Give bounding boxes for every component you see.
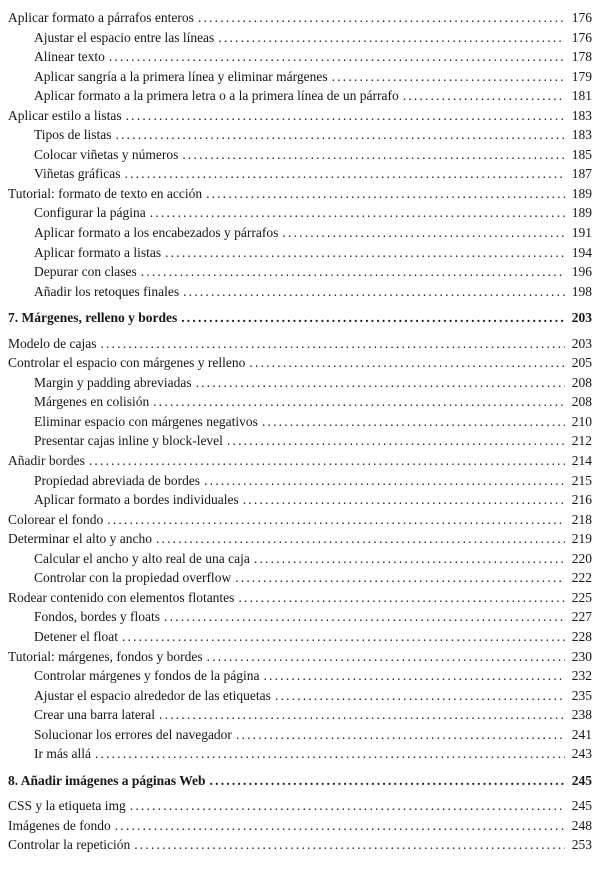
toc-entry-page: 219	[571, 531, 592, 547]
dot-leader	[198, 8, 565, 28]
toc-entry	[8, 86, 592, 106]
toc-entry-title: Eliminar espacio con márgenes negativos	[34, 413, 258, 429]
toc-entry-title: CSS y la etiqueta img	[8, 798, 126, 814]
toc-entry-page: 215	[571, 472, 592, 488]
dot-leader	[165, 243, 565, 263]
toc-entry-page: 243	[571, 746, 592, 762]
dot-leader	[204, 471, 565, 491]
toc-entry-page: 220	[571, 550, 592, 566]
toc-entry-page: 185	[571, 146, 592, 162]
toc-entry-page: 196	[571, 264, 592, 280]
toc-entry	[8, 510, 592, 530]
dot-leader	[156, 529, 565, 549]
toc-entry-page: 181	[571, 88, 592, 104]
toc-entry-page: 253	[571, 837, 592, 853]
dot-leader	[95, 744, 565, 764]
toc-entry-title: Colorear el fondo	[8, 511, 104, 527]
toc-entry	[8, 607, 592, 627]
toc-entry-page: 210	[571, 413, 592, 429]
toc-entry	[8, 145, 592, 165]
toc-entry-title: Imágenes de fondo	[8, 817, 111, 833]
toc-entry-page: 245	[571, 798, 592, 814]
toc-entry-title: Tipos de listas	[34, 127, 112, 143]
toc-entry-page: 228	[571, 628, 592, 644]
toc-entry	[8, 490, 592, 510]
dot-leader	[150, 203, 565, 223]
toc-entry	[8, 471, 592, 491]
toc-entry-page: 230	[571, 648, 592, 664]
toc-entry-page: 241	[571, 726, 592, 742]
toc-entry	[8, 529, 592, 549]
toc-entry-page: 178	[571, 49, 592, 65]
toc-entry-title: Aplicar formato a la primera letra o a la primera línea de un párrafo	[34, 88, 399, 104]
dot-leader	[125, 164, 565, 184]
toc-entry-page: 176	[571, 10, 592, 25]
toc-entry-title: Aplicar formato a los encabezados y párrafos	[34, 225, 279, 241]
toc-entry-title: Controlar el espacio con márgenes y relleno	[8, 355, 246, 371]
toc-entry-title: Fondos, bordes y floats	[34, 609, 160, 625]
toc-entry	[8, 796, 592, 816]
toc-entry	[8, 203, 592, 223]
toc-entry-title: Controlar márgenes y fondos de la página	[34, 668, 260, 684]
toc-entry-title: Aplicar estilo a listas	[8, 107, 122, 123]
toc-entry-page: 245	[571, 772, 592, 788]
dot-leader	[181, 308, 565, 328]
toc-entry	[8, 243, 592, 263]
toc-entry-title: Viñetas gráficas	[34, 166, 121, 182]
toc-entry-title: Rodear contenido con elementos flotantes	[8, 589, 235, 605]
toc-entry-title: Aplicar formato a bordes individuales	[34, 492, 239, 508]
toc-entry-title: Determinar el alto y ancho	[8, 531, 152, 547]
toc-entry	[8, 308, 592, 328]
toc-entry	[8, 744, 592, 764]
dot-leader	[236, 725, 565, 745]
toc-entry-page: 208	[571, 374, 592, 390]
toc-entry	[8, 262, 592, 282]
toc-entry-page: 205	[571, 355, 592, 371]
dot-leader	[275, 686, 565, 706]
toc-entry	[8, 431, 592, 451]
toc-entry-title: 7. Márgenes, relleno y bordes	[8, 310, 178, 326]
toc-entry-page: 189	[571, 185, 592, 201]
toc-entry-title: Ajustar el espacio entre las líneas	[34, 29, 215, 45]
toc-entry	[8, 588, 592, 608]
dot-leader	[107, 510, 565, 530]
toc-entry-page: 183	[571, 107, 592, 123]
dot-leader	[116, 125, 565, 145]
toc-entry	[8, 184, 592, 204]
dot-leader	[235, 568, 565, 588]
toc-entry	[8, 223, 592, 243]
dot-leader	[206, 184, 565, 204]
toc-entry-title: Presentar cajas inline y block-level	[34, 433, 223, 449]
toc-entry	[8, 549, 592, 569]
dot-leader	[134, 835, 565, 855]
dot-leader	[403, 86, 565, 106]
toc-entry-title: Añadir bordes	[8, 453, 85, 469]
dot-leader	[243, 490, 565, 510]
toc-entry-title: 8. Añadir imágenes a páginas Web	[8, 772, 206, 788]
toc-entry-title: Solucionar los errores del navegador	[34, 726, 232, 742]
dot-leader	[254, 549, 565, 569]
toc-entry-page: 187	[571, 166, 592, 182]
toc-entry-title: Configurar la página	[34, 205, 146, 221]
toc-list	[8, 8, 592, 855]
toc-entry	[8, 392, 592, 412]
toc-entry-page: 218	[571, 511, 592, 527]
toc-entry-page: 248	[571, 817, 592, 833]
toc-entry	[8, 125, 592, 145]
dot-leader	[332, 67, 565, 87]
toc-entry	[8, 451, 592, 471]
toc-entry-title: Aplicar formato a listas	[34, 244, 162, 260]
toc-entry	[8, 47, 592, 67]
toc-entry	[8, 666, 592, 686]
toc-entry-page: 227	[571, 609, 592, 625]
toc-entry	[8, 816, 592, 836]
toc-entry-page: 216	[571, 492, 592, 508]
toc-entry-page: 235	[571, 687, 592, 703]
toc-entry	[8, 686, 592, 706]
toc-entry-title: Calcular el ancho y alto real de una caja	[34, 550, 250, 566]
toc-entry	[8, 106, 592, 126]
toc-entry-page: 203	[571, 310, 592, 326]
toc-entry	[8, 8, 592, 28]
toc-entry	[8, 373, 592, 393]
dot-leader	[238, 588, 565, 608]
dot-leader	[183, 282, 565, 302]
dot-leader	[109, 47, 565, 67]
toc-entry-title: Controlar con la propiedad overflow	[34, 570, 232, 586]
toc-entry-page: 214	[571, 453, 592, 469]
toc-entry-title: Aplicar sangría a la primera línea y eliminar márgenes	[34, 68, 328, 84]
toc-entry-page: 179	[571, 68, 592, 84]
toc-entry-title: Depurar con clases	[34, 264, 137, 280]
toc-entry	[8, 771, 592, 791]
dot-leader	[227, 431, 565, 451]
toc-entry-title: Tutorial: márgenes, fondos y bordes	[8, 648, 203, 664]
toc-entry-page: 222	[571, 570, 592, 586]
dot-leader	[115, 816, 565, 836]
toc-entry	[8, 412, 592, 432]
dot-leader	[159, 705, 565, 725]
toc-entry-page: 232	[571, 668, 592, 684]
toc-entry-page: 225	[571, 589, 592, 605]
dot-leader	[196, 373, 565, 393]
dot-leader	[89, 451, 565, 471]
toc-entry-title: Crear una barra lateral	[34, 707, 156, 723]
toc-entry-title: Modelo de cajas	[8, 335, 97, 351]
dot-leader	[207, 647, 565, 667]
toc-entry	[8, 334, 592, 354]
toc-entry-title: Ir más allá	[34, 746, 91, 762]
toc-entry-title: Ajustar el espacio alrededor de las etiquetas	[34, 687, 271, 703]
toc-entry-page: 198	[571, 283, 592, 299]
dot-leader	[182, 145, 565, 165]
toc-entry	[8, 67, 592, 87]
toc-entry	[8, 353, 592, 373]
toc-entry-title: Margin y padding abreviadas	[34, 374, 192, 390]
toc-entry	[8, 705, 592, 725]
toc-entry	[8, 282, 592, 302]
dot-leader	[126, 106, 565, 126]
dot-leader	[263, 666, 565, 686]
toc-entry-page: 194	[571, 244, 592, 260]
toc-entry-page: 183	[571, 127, 592, 143]
toc-entry-page: 212	[571, 433, 592, 449]
toc-entry	[8, 647, 592, 667]
toc-entry-title: Detener el float	[34, 628, 118, 644]
dot-leader	[210, 771, 565, 791]
dot-leader	[141, 262, 565, 282]
dot-leader	[249, 353, 565, 373]
toc-entry	[8, 835, 592, 855]
toc-entry-page: 191	[571, 225, 592, 241]
toc-entry-title: Propiedad abreviada de bordes	[34, 472, 201, 488]
toc-entry-page: 208	[571, 394, 592, 410]
dot-leader	[164, 607, 565, 627]
toc-entry-page: 203	[571, 335, 592, 351]
toc-entry	[8, 164, 592, 184]
toc-entry	[8, 725, 592, 745]
toc-entry-title: Aplicar formato a párrafos enteros	[8, 10, 194, 25]
toc-entry-page: 176	[571, 29, 592, 45]
toc-entry-page: 238	[571, 707, 592, 723]
dot-leader	[130, 796, 565, 816]
toc-entry-title: Añadir los retoques finales	[34, 283, 180, 299]
dot-leader	[218, 28, 565, 48]
toc-entry-title: Tutorial: formato de texto en acción	[8, 185, 203, 201]
toc-entry	[8, 568, 592, 588]
toc-entry-title: Alinear texto	[34, 49, 105, 65]
toc-entry-title: Colocar viñetas y números	[34, 146, 179, 162]
toc-entry-title: Controlar la repetición	[8, 837, 131, 853]
dot-leader	[153, 392, 565, 412]
toc-entry	[8, 28, 592, 48]
dot-leader	[100, 334, 565, 354]
toc-entry	[8, 627, 592, 647]
dot-leader	[262, 412, 565, 432]
dot-leader	[122, 627, 565, 647]
toc-entry-title: Márgenes en colisión	[34, 394, 150, 410]
toc-entry-page: 189	[571, 205, 592, 221]
dot-leader	[282, 223, 565, 243]
